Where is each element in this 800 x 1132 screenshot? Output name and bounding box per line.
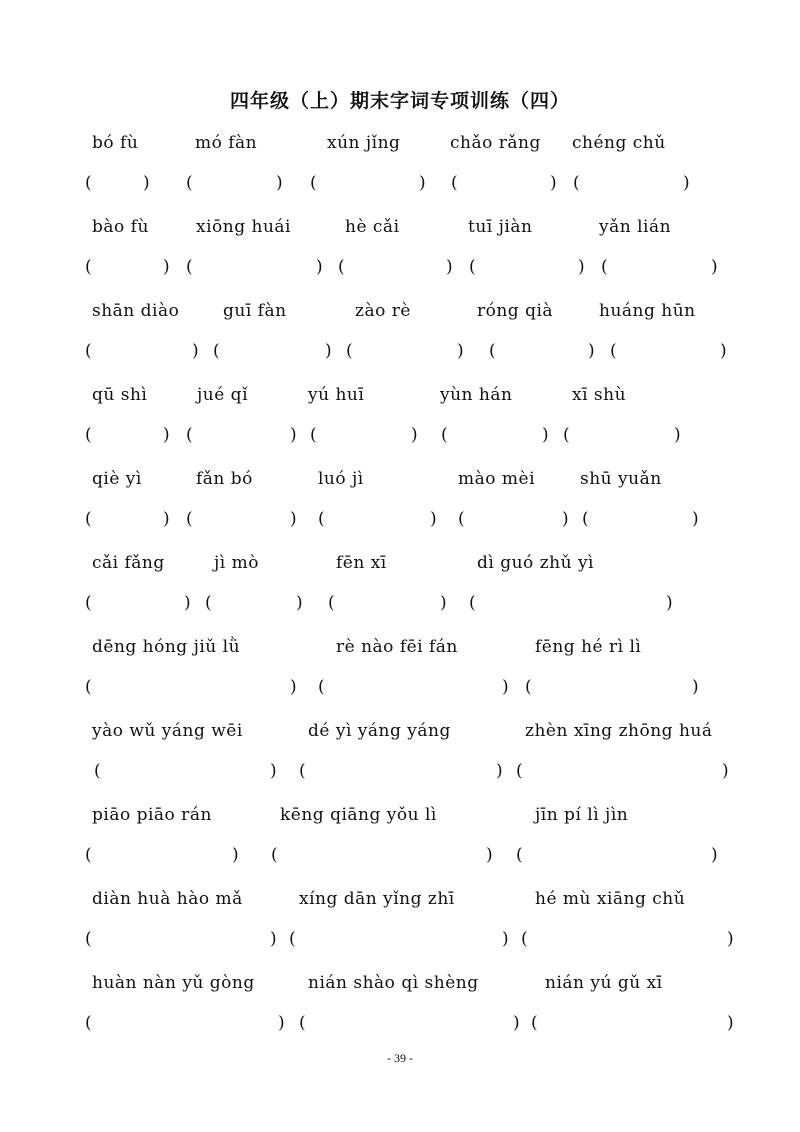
answer-blank-open-paren: (: [516, 845, 523, 865]
answer-blank-open-paren: (: [186, 257, 193, 277]
answer-blank-close-paren: ): [502, 677, 509, 697]
answer-blank-open-paren: (: [289, 929, 296, 949]
answer-blank-open-paren: (: [346, 341, 353, 361]
answer-blank-open-paren: (: [489, 341, 496, 361]
answer-blank-close-paren: ): [163, 257, 170, 277]
answer-blank-close-paren: ): [720, 341, 727, 361]
answer-blank-open-paren: (: [85, 929, 92, 949]
answer-blank-close-paren: ): [457, 341, 464, 361]
pinyin-word: huáng hūn: [599, 301, 696, 321]
answer-blank-open-paren: (: [94, 761, 101, 781]
answer-blank-open-paren: (: [469, 257, 476, 277]
answer-blank-close-paren: ): [562, 509, 569, 529]
answer-blank-open-paren: (: [469, 593, 476, 613]
pinyin-word: yùn hán: [440, 385, 513, 405]
answer-blank-open-paren: (: [213, 341, 220, 361]
pinyin-word: hé mù xiāng chǔ: [535, 889, 686, 909]
answer-row: [0, 845, 800, 869]
answer-blank-close-paren: ): [290, 677, 297, 697]
pinyin-word: kēng qiāng yǒu lì: [280, 805, 437, 825]
answer-blank-open-paren: (: [310, 173, 317, 193]
answer-blank-open-paren: (: [610, 341, 617, 361]
answer-blank-close-paren: ): [440, 593, 447, 613]
answer-blank-close-paren: ): [502, 929, 509, 949]
answer-blank-close-paren: ): [419, 173, 426, 193]
answer-row: [0, 425, 800, 449]
answer-blank-close-paren: ): [711, 257, 718, 277]
answer-blank-close-paren: ): [290, 425, 297, 445]
pinyin-word: hè cǎi: [345, 217, 400, 237]
answer-blank-open-paren: (: [299, 761, 306, 781]
pinyin-word: huàn nàn yǔ gòng: [92, 973, 255, 993]
pinyin-row: [0, 889, 800, 913]
answer-blank-close-paren: ): [270, 761, 277, 781]
pinyin-word: bó fù: [92, 133, 139, 153]
answer-blank-open-paren: (: [85, 593, 92, 613]
pinyin-word: róng qià: [477, 301, 554, 321]
answer-row: [0, 1013, 800, 1037]
pinyin-word: mào mèi: [458, 469, 536, 489]
answer-blank-open-paren: (: [85, 425, 92, 445]
pinyin-word: yú huī: [308, 385, 365, 405]
answer-blank-close-paren: ): [276, 173, 283, 193]
answer-row: [0, 761, 800, 785]
pinyin-word: shān diào: [92, 301, 180, 321]
answer-blank-close-paren: ): [666, 593, 673, 613]
answer-row: [0, 677, 800, 701]
answer-blank-open-paren: (: [85, 1013, 92, 1033]
pinyin-word: qū shì: [92, 385, 148, 405]
answer-blank-open-paren: (: [521, 929, 528, 949]
answer-blank-close-paren: ): [727, 929, 734, 949]
answer-blank-close-paren: ): [722, 761, 729, 781]
answer-row: [0, 341, 800, 365]
pinyin-word: luó jì: [318, 469, 364, 489]
pinyin-word: xíng dān yǐng zhī: [299, 889, 455, 909]
pinyin-word: jué qǐ: [197, 385, 249, 405]
answer-blank-open-paren: (: [582, 509, 589, 529]
pinyin-row: [0, 973, 800, 997]
pinyin-row: [0, 217, 800, 241]
pinyin-row: [0, 133, 800, 157]
answer-row: [0, 257, 800, 281]
pinyin-word: fǎn bó: [196, 469, 253, 489]
pinyin-row: [0, 805, 800, 829]
answer-blank-open-paren: (: [310, 425, 317, 445]
answer-blank-open-paren: (: [338, 257, 345, 277]
answer-blank-open-paren: (: [186, 425, 193, 445]
pinyin-word: bào fù: [92, 217, 149, 237]
answer-blank-open-paren: (: [186, 173, 193, 193]
pinyin-word: shū yuǎn: [580, 469, 662, 489]
answer-blank-open-paren: (: [563, 425, 570, 445]
pinyin-word: dé yì yáng yáng: [308, 721, 451, 741]
answer-blank-open-paren: (: [85, 677, 92, 697]
pinyin-word: xún jǐng: [327, 133, 401, 153]
pinyin-word: fēng hé rì lì: [535, 637, 642, 657]
page-number: - 39 -: [387, 1051, 413, 1065]
answer-blank-open-paren: (: [85, 509, 92, 529]
answer-blank-close-paren: ): [446, 257, 453, 277]
pinyin-row: [0, 553, 800, 577]
pinyin-row: [0, 385, 800, 409]
answer-blank-close-paren: ): [290, 509, 297, 529]
answer-blank-open-paren: (: [318, 509, 325, 529]
pinyin-word: yào wǔ yáng wēi: [92, 721, 243, 741]
answer-blank-close-paren: ): [163, 425, 170, 445]
pinyin-word: diàn huà hào mǎ: [92, 889, 243, 909]
pinyin-word: jì mò: [214, 553, 259, 573]
answer-blank-open-paren: (: [441, 425, 448, 445]
answer-blank-open-paren: (: [328, 593, 335, 613]
answer-blank-open-paren: (: [186, 509, 193, 529]
answer-blank-close-paren: ): [496, 761, 503, 781]
answer-blank-open-paren: (: [85, 257, 92, 277]
pinyin-word: zào rè: [355, 301, 411, 321]
answer-blank-open-paren: (: [299, 1013, 306, 1033]
answer-blank-close-paren: ): [270, 929, 277, 949]
pinyin-word: zhèn xīng zhōng huá: [525, 721, 713, 741]
pinyin-word: dì guó zhǔ yì: [477, 553, 594, 573]
answer-blank-open-paren: (: [458, 509, 465, 529]
answer-blank-close-paren: ): [325, 341, 332, 361]
answer-blank-open-paren: (: [601, 257, 608, 277]
answer-blank-open-paren: (: [525, 677, 532, 697]
answer-blank-close-paren: ): [711, 845, 718, 865]
answer-blank-close-paren: ): [542, 425, 549, 445]
answer-blank-open-paren: (: [85, 845, 92, 865]
answer-blank-open-paren: (: [318, 677, 325, 697]
answer-blank-close-paren: ): [692, 509, 699, 529]
answer-blank-close-paren: ): [316, 257, 323, 277]
answer-blank-open-paren: (: [271, 845, 278, 865]
answer-blank-close-paren: ): [578, 257, 585, 277]
answer-blank-close-paren: ): [278, 1013, 285, 1033]
answer-blank-close-paren: ): [163, 509, 170, 529]
answer-row: [0, 509, 800, 533]
answer-blank-close-paren: ): [588, 341, 595, 361]
pinyin-word: yǎn lián: [599, 217, 672, 237]
pinyin-word: chǎo rǎng: [450, 133, 541, 153]
answer-blank-close-paren: ): [486, 845, 493, 865]
pinyin-row: [0, 721, 800, 745]
pinyin-row: [0, 301, 800, 325]
pinyin-word: piāo piāo rán: [92, 805, 212, 825]
answer-blank-close-paren: ): [184, 593, 191, 613]
answer-blank-close-paren: ): [692, 677, 699, 697]
pinyin-row: [0, 637, 800, 661]
answer-blank-close-paren: ): [513, 1013, 520, 1033]
answer-blank-close-paren: ): [674, 425, 681, 445]
answer-blank-close-paren: ): [411, 425, 418, 445]
pinyin-word: xiōng huái: [196, 217, 291, 237]
answer-blank-close-paren: ): [143, 173, 150, 193]
pinyin-word: nián shào qì shèng: [308, 973, 479, 993]
answer-row: [0, 593, 800, 617]
answer-blank-close-paren: ): [727, 1013, 734, 1033]
answer-blank-close-paren: ): [683, 173, 690, 193]
answer-row: [0, 929, 800, 953]
answer-blank-close-paren: ): [232, 845, 239, 865]
answer-blank-open-paren: (: [516, 761, 523, 781]
pinyin-word: guī fàn: [223, 301, 287, 321]
pinyin-word: tuī jiàn: [468, 217, 533, 237]
pinyin-word: jīn pí lì jìn: [535, 805, 629, 825]
pinyin-word: xī shù: [572, 385, 627, 405]
answer-blank-close-paren: ): [550, 173, 557, 193]
answer-blank-close-paren: ): [296, 593, 303, 613]
pinyin-word: chéng chǔ: [572, 133, 666, 153]
pinyin-word: dēng hóng jiǔ lǜ: [92, 637, 241, 657]
pinyin-word: nián yú gǔ xī: [545, 973, 663, 993]
answer-blank-open-paren: (: [573, 173, 580, 193]
answer-blank-open-paren: (: [85, 173, 92, 193]
pinyin-word: qiè yì: [92, 469, 142, 489]
pinyin-word: cǎi fǎng: [92, 553, 165, 573]
answer-blank-close-paren: ): [192, 341, 199, 361]
pinyin-word: rè nào fēi fán: [336, 637, 458, 657]
answer-blank-open-paren: (: [531, 1013, 538, 1033]
answer-row: [0, 173, 800, 197]
answer-blank-open-paren: (: [451, 173, 458, 193]
pinyin-word: fēn xī: [336, 553, 387, 573]
page-title: 四年级（上）期末字词专项训练（四）: [229, 90, 570, 112]
answer-blank-close-paren: ): [430, 509, 437, 529]
answer-blank-open-paren: (: [205, 593, 212, 613]
pinyin-row: [0, 469, 800, 493]
pinyin-word: mó fàn: [195, 133, 258, 153]
answer-blank-open-paren: (: [85, 341, 92, 361]
